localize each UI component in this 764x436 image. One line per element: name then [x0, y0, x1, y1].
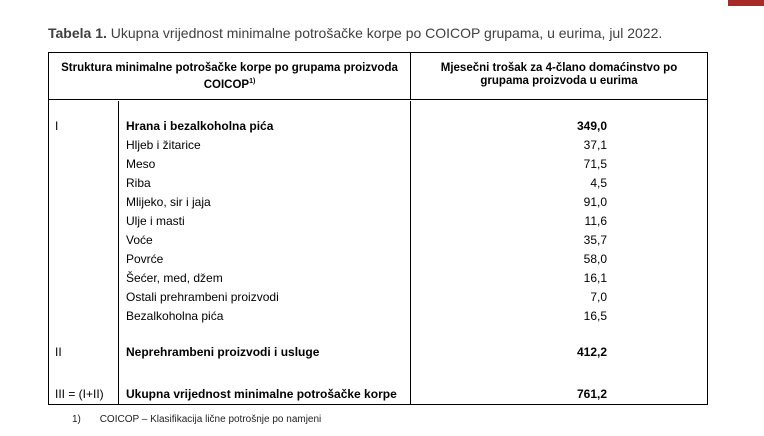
row-code: I — [55, 119, 59, 133]
caption-text: Ukupna vrijednost minimalne potrošačke korpe po COICOP grupama, u eurima, jul 2022. — [110, 25, 663, 41]
table-row — [49, 269, 707, 288]
row-name: Povrće — [126, 252, 164, 266]
table-row — [49, 155, 707, 174]
table-row — [49, 231, 707, 250]
row-value: 71,5 — [583, 157, 607, 171]
table-row — [49, 343, 707, 362]
row-name: Hrana i bezalkoholna pića — [126, 119, 274, 133]
row-name: Riba — [126, 176, 151, 190]
table-caption — [48, 25, 662, 41]
row-value: 412,2 — [576, 345, 607, 359]
row-name: Ulje i masti — [126, 214, 185, 228]
row-value: 58,0 — [583, 252, 607, 266]
row-name: Bezalkoholna pića — [126, 309, 224, 323]
row-value: 91,0 — [583, 195, 607, 209]
row-value: 761,2 — [576, 387, 607, 401]
row-value: 11,6 — [584, 214, 607, 228]
row-name: Mlijeko, sir i jaja — [126, 195, 211, 209]
row-name: Šećer, med, džem — [126, 271, 223, 285]
header-footnote-ref: 1) — [249, 78, 256, 85]
row-name: Ostali prehrambeni proizvodi — [126, 290, 279, 304]
row-name: Meso — [126, 157, 156, 171]
row-value: 16,1 — [583, 271, 607, 285]
table-row — [49, 307, 707, 326]
header-cost-line2: grupama proizvoda u eurima — [480, 75, 638, 87]
header-monthly-cost — [411, 62, 707, 88]
row-value: 37,1 — [583, 138, 607, 152]
row-value: 7,0 — [590, 290, 607, 304]
header-coicop: COICOP — [203, 78, 250, 91]
header-structure-line1: Struktura minimalne potrošačke korpe po grupama proizvoda — [61, 62, 398, 74]
footnote-text: COICOP – Klasifikacija lične potrošnje po namjeni — [99, 414, 322, 425]
row-name: Ukupna vrijednost minimalne potrošačke korpe — [126, 387, 397, 401]
table-row — [49, 288, 707, 307]
header-structure-line2 — [49, 75, 410, 92]
table-row — [49, 174, 707, 193]
row-value: 35,7 — [583, 233, 607, 247]
row-value: 4,5 — [590, 176, 607, 190]
coicop-table — [48, 52, 708, 405]
row-value: 16,5 — [583, 309, 607, 323]
header-structure — [49, 62, 410, 92]
row-value: 349,0 — [576, 119, 607, 133]
table-row — [49, 250, 707, 269]
table-row — [49, 385, 707, 404]
table-row — [49, 193, 707, 212]
header-divider — [49, 99, 707, 100]
footnote-number: 1) — [72, 414, 81, 425]
footnote — [72, 414, 321, 425]
caption-label: Tabela 1. — [48, 25, 107, 41]
table-row — [49, 136, 707, 155]
table-row — [49, 117, 707, 136]
row-code: II — [55, 345, 62, 359]
row-name: Neprehrambeni proizvodi i usluge — [126, 345, 320, 359]
row-name: Hljeb i žitarice — [126, 138, 201, 152]
row-name: Voće — [126, 233, 153, 247]
corner-accent-bar — [728, 0, 764, 6]
header-cost-line1: Mjesečni trošak za 4-člano domaćinstvo po — [440, 62, 678, 74]
row-code: III = (I+II) — [55, 387, 104, 401]
table-row — [49, 212, 707, 231]
